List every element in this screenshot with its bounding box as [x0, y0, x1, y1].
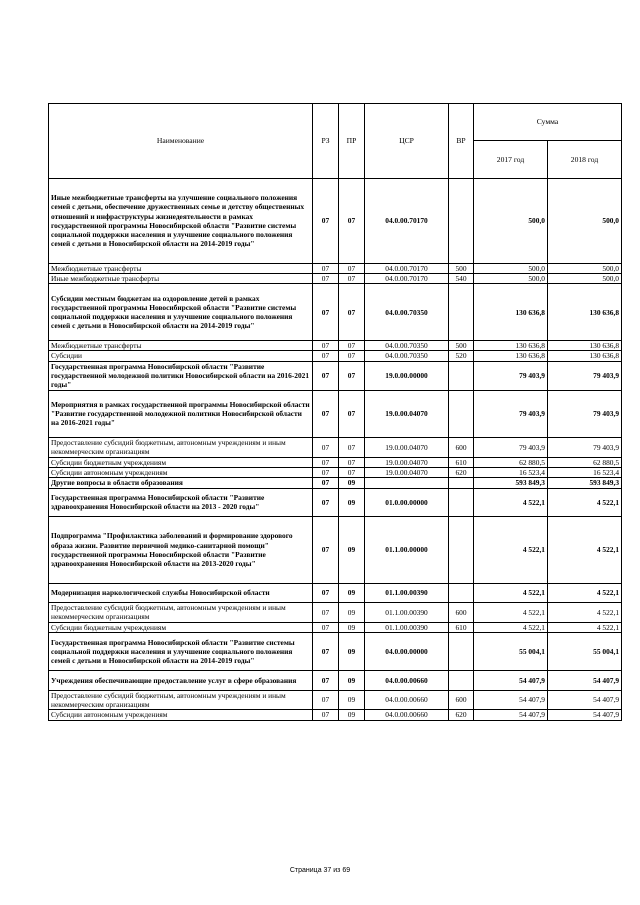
cell-name: Иные межбюджетные трансферты на улучшение социального положения семей с детьми, обеспечение дружественных семье и детству общественных отношений и инфраструктуры жизнедеятельности в рамках государственной программы Новосибирской области "Развитие системы социальной поддержки населения и улучшение социального положения семей с детьми в Новосибирской области на 2014-2019 годы" — [49, 179, 313, 264]
cell-pr: 09 — [339, 583, 365, 603]
cell-sum-2018: 4 522,1 — [548, 583, 622, 603]
table-row — [49, 361, 622, 390]
table-row — [49, 690, 622, 710]
cell-csr: 04.0.00.00660 — [365, 690, 449, 710]
table-row — [49, 710, 622, 720]
cell-vr — [449, 488, 474, 517]
cell-rz: 07 — [313, 179, 339, 264]
cell-sum-2017: 4 522,1 — [474, 488, 548, 517]
cell-name: Учреждения обеспечивающие предоставление услуг в сфере образования — [49, 671, 313, 691]
cell-sum-2018: 130 636,8 — [548, 341, 622, 351]
cell-csr: 01.1.00.00390 — [365, 583, 449, 603]
cell-sum-2018: 593 849,3 — [548, 478, 622, 488]
cell-pr: 07 — [339, 341, 365, 351]
cell-vr: 600 — [449, 690, 474, 710]
cell-sum-2018: 4 522,1 — [548, 603, 622, 623]
header-vr: ВР — [449, 104, 474, 179]
cell-sum-2017: 593 849,3 — [474, 478, 548, 488]
cell-vr — [449, 583, 474, 603]
cell-name: Модернизация наркологической службы Новосибирской области — [49, 583, 313, 603]
cell-sum-2018: 4 522,1 — [548, 622, 622, 632]
cell-rz: 07 — [313, 488, 339, 517]
cell-sum-2018: 54 407,9 — [548, 710, 622, 720]
table-row — [49, 351, 622, 361]
cell-pr: 09 — [339, 671, 365, 691]
cell-vr: 610 — [449, 622, 474, 632]
cell-pr: 09 — [339, 488, 365, 517]
table-row — [49, 478, 622, 488]
cell-sum-2018: 130 636,8 — [548, 351, 622, 361]
cell-name: Субсидии — [49, 351, 313, 361]
cell-rz: 07 — [313, 517, 339, 583]
cell-pr: 07 — [339, 390, 365, 438]
cell-csr: 04.0.00.70170 — [365, 273, 449, 283]
cell-pr: 09 — [339, 517, 365, 583]
cell-csr: 04.0.00.70350 — [365, 284, 449, 341]
cell-pr: 07 — [339, 263, 365, 273]
budget-table — [48, 103, 622, 721]
cell-sum-2018: 62 880,5 — [548, 457, 622, 467]
cell-vr: 520 — [449, 351, 474, 361]
cell-csr — [365, 478, 449, 488]
page-number: Страница 37 из 69 — [289, 867, 351, 874]
cell-name: Субсидии автономным учреждениям — [49, 710, 313, 720]
table-row — [49, 583, 622, 603]
cell-sum-2017: 79 403,9 — [474, 438, 548, 458]
cell-sum-2018: 79 403,9 — [548, 361, 622, 390]
cell-sum-2017: 62 880,5 — [474, 457, 548, 467]
cell-csr: 01.1.00.00390 — [365, 603, 449, 623]
cell-pr: 07 — [339, 467, 365, 477]
cell-csr: 19.0.00.04070 — [365, 457, 449, 467]
cell-sum-2018: 500,0 — [548, 273, 622, 283]
cell-rz: 07 — [313, 633, 339, 671]
table-row — [49, 467, 622, 477]
cell-vr: 600 — [449, 438, 474, 458]
cell-name: Предоставление субсидий бюджетным, автономным учреждениям и иным некоммерческим организациям — [49, 690, 313, 710]
cell-sum-2018: 79 403,9 — [548, 390, 622, 438]
cell-csr: 04.0.00.00000 — [365, 633, 449, 671]
cell-sum-2017: 79 403,9 — [474, 361, 548, 390]
cell-csr: 04.0.00.00660 — [365, 671, 449, 691]
table-row — [49, 517, 622, 583]
cell-sum-2017: 4 522,1 — [474, 603, 548, 623]
cell-sum-2017: 4 522,1 — [474, 517, 548, 583]
cell-rz: 07 — [313, 467, 339, 477]
cell-csr: 04.0.00.70170 — [365, 263, 449, 273]
cell-sum-2017: 54 407,9 — [474, 671, 548, 691]
cell-sum-2018: 4 522,1 — [548, 488, 622, 517]
cell-vr: 500 — [449, 263, 474, 273]
header-rz: РЗ — [313, 104, 339, 179]
cell-pr: 09 — [339, 690, 365, 710]
cell-sum-2017: 4 522,1 — [474, 622, 548, 632]
table-row — [49, 179, 622, 264]
cell-sum-2017: 55 004,1 — [474, 633, 548, 671]
cell-rz: 07 — [313, 390, 339, 438]
cell-vr — [449, 361, 474, 390]
cell-pr: 07 — [339, 351, 365, 361]
cell-sum-2018: 500,0 — [548, 263, 622, 273]
cell-rz: 07 — [313, 622, 339, 632]
cell-name: Государственная программа Новосибирской области "Развитие системы социальной поддержки населения и улучшение социального положения семей с детьми в Новосибирской области на 2014-2019 годы" — [49, 633, 313, 671]
header-pr: ПР — [339, 104, 365, 179]
cell-name: Межбюджетные трансферты — [49, 341, 313, 351]
cell-pr: 07 — [339, 438, 365, 458]
table-row — [49, 457, 622, 467]
cell-sum-2018: 500,0 — [548, 179, 622, 264]
table-row — [49, 671, 622, 691]
cell-pr: 07 — [339, 179, 365, 264]
cell-name: Субсидии бюджетным учреждениям — [49, 457, 313, 467]
cell-csr: 01.1.00.00000 — [365, 517, 449, 583]
cell-sum-2017: 500,0 — [474, 263, 548, 273]
header-csr: ЦСР — [365, 104, 449, 179]
header-name: Наименование — [49, 104, 313, 179]
cell-csr: 19.0.00.04070 — [365, 467, 449, 477]
cell-name: Иные межбюджетные трансферты — [49, 273, 313, 283]
cell-sum-2017: 130 636,8 — [474, 341, 548, 351]
cell-sum-2017: 500,0 — [474, 273, 548, 283]
cell-name: Государственная программа Новосибирской области "Развитие государственной молодежной политики Новосибирской области на 2016-2021 годы" — [49, 361, 313, 390]
cell-rz: 07 — [313, 671, 339, 691]
cell-sum-2018: 54 407,9 — [548, 671, 622, 691]
cell-sum-2017: 54 407,9 — [474, 690, 548, 710]
cell-vr — [449, 390, 474, 438]
table-row — [49, 603, 622, 623]
header-sum: Сумма — [474, 104, 622, 141]
cell-vr: 610 — [449, 457, 474, 467]
cell-sum-2018: 79 403,9 — [548, 438, 622, 458]
cell-rz: 07 — [313, 263, 339, 273]
cell-rz: 07 — [313, 361, 339, 390]
cell-sum-2017: 130 636,8 — [474, 284, 548, 341]
cell-vr: 540 — [449, 273, 474, 283]
cell-vr — [449, 284, 474, 341]
cell-sum-2017: 54 407,9 — [474, 710, 548, 720]
table-row — [49, 263, 622, 273]
cell-name: Субсидии бюджетным учреждениям — [49, 622, 313, 632]
cell-pr: 07 — [339, 361, 365, 390]
cell-pr: 09 — [339, 622, 365, 632]
cell-sum-2017: 130 636,8 — [474, 351, 548, 361]
cell-rz: 07 — [313, 603, 339, 623]
cell-csr: 01.1.00.00390 — [365, 622, 449, 632]
cell-sum-2018: 16 523,4 — [548, 467, 622, 477]
table-row — [49, 622, 622, 632]
table-row — [49, 273, 622, 283]
cell-sum-2017: 500,0 — [474, 179, 548, 264]
cell-rz: 07 — [313, 690, 339, 710]
cell-name: Предоставление субсидий бюджетным, автономным учреждениям и иным некоммерческим организациям — [49, 438, 313, 458]
cell-vr — [449, 633, 474, 671]
cell-csr: 19.0.00.04070 — [365, 438, 449, 458]
cell-rz: 07 — [313, 284, 339, 341]
cell-pr: 07 — [339, 273, 365, 283]
cell-vr: 500 — [449, 341, 474, 351]
cell-pr: 09 — [339, 710, 365, 720]
cell-name: Государственная программа Новосибирской области "Развитие здравоохранения Новосибирской области на 2013 - 2020 годы" — [49, 488, 313, 517]
cell-vr — [449, 179, 474, 264]
cell-name: Предоставление субсидий бюджетным, автономным учреждениям и иным некоммерческим организациям — [49, 603, 313, 623]
cell-rz: 07 — [313, 583, 339, 603]
cell-name: Мероприятия в рамках государственной программы Новосибирской области "Развитие государственной молодежной политики Новосибирской области на 2016-2021 годы" — [49, 390, 313, 438]
table-row — [49, 284, 622, 341]
table-row — [49, 488, 622, 517]
cell-name: Межбюджетные трансферты — [49, 263, 313, 273]
cell-name: Подпрограмма "Профилактика заболеваний и формирование здорового образа жизни. Развитие первичной медико-санитарной помощи" государственной программы Новосибирской области "Развитие здравоохранения Новосибирской области на 2013-2020 годы" — [49, 517, 313, 583]
cell-sum-2017: 4 522,1 — [474, 583, 548, 603]
cell-pr: 09 — [339, 603, 365, 623]
cell-csr: 19.0.00.00000 — [365, 361, 449, 390]
cell-vr — [449, 517, 474, 583]
cell-name: Другие вопросы в области образования — [49, 478, 313, 488]
cell-sum-2017: 16 523,4 — [474, 467, 548, 477]
header-year-2017: 2017 год — [474, 141, 548, 179]
cell-pr: 09 — [339, 633, 365, 671]
cell-name: Субсидии автономным учреждениям — [49, 467, 313, 477]
cell-pr: 09 — [339, 478, 365, 488]
cell-pr: 07 — [339, 457, 365, 467]
cell-rz: 07 — [313, 341, 339, 351]
cell-vr: 600 — [449, 603, 474, 623]
cell-sum-2018: 130 636,8 — [548, 284, 622, 341]
header-year-2018: 2018 год — [548, 141, 622, 179]
cell-sum-2018: 4 522,1 — [548, 517, 622, 583]
table-row — [49, 438, 622, 458]
cell-vr: 620 — [449, 710, 474, 720]
cell-vr: 620 — [449, 467, 474, 477]
cell-csr: 19.0.00.04070 — [365, 390, 449, 438]
table-row — [49, 341, 622, 351]
cell-sum-2018: 54 407,9 — [548, 690, 622, 710]
cell-csr: 01.0.00.00000 — [365, 488, 449, 517]
table-header-row — [49, 104, 622, 141]
cell-rz: 07 — [313, 351, 339, 361]
cell-name: Субсидии местным бюджетам на оздоровление детей в рамках государственной программы Новосибирской области "Развитие системы социальной поддержки населения и улучшение социального положения семей с детьми в Новосибирской области на 2014-2019 годы" — [49, 284, 313, 341]
cell-csr: 04.0.00.00660 — [365, 710, 449, 720]
cell-vr — [449, 478, 474, 488]
cell-vr — [449, 671, 474, 691]
cell-csr: 04.0.00.70350 — [365, 351, 449, 361]
table-row — [49, 633, 622, 671]
table-body — [49, 179, 622, 721]
cell-pr: 07 — [339, 284, 365, 341]
cell-sum-2017: 79 403,9 — [474, 390, 548, 438]
cell-rz: 07 — [313, 478, 339, 488]
cell-rz: 07 — [313, 457, 339, 467]
cell-rz: 07 — [313, 273, 339, 283]
cell-rz: 07 — [313, 710, 339, 720]
cell-csr: 04.0.00.70170 — [365, 179, 449, 264]
cell-sum-2018: 55 004,1 — [548, 633, 622, 671]
budget-table-container — [48, 103, 621, 721]
table-row — [49, 390, 622, 438]
cell-csr: 04.0.00.70350 — [365, 341, 449, 351]
cell-rz: 07 — [313, 438, 339, 458]
